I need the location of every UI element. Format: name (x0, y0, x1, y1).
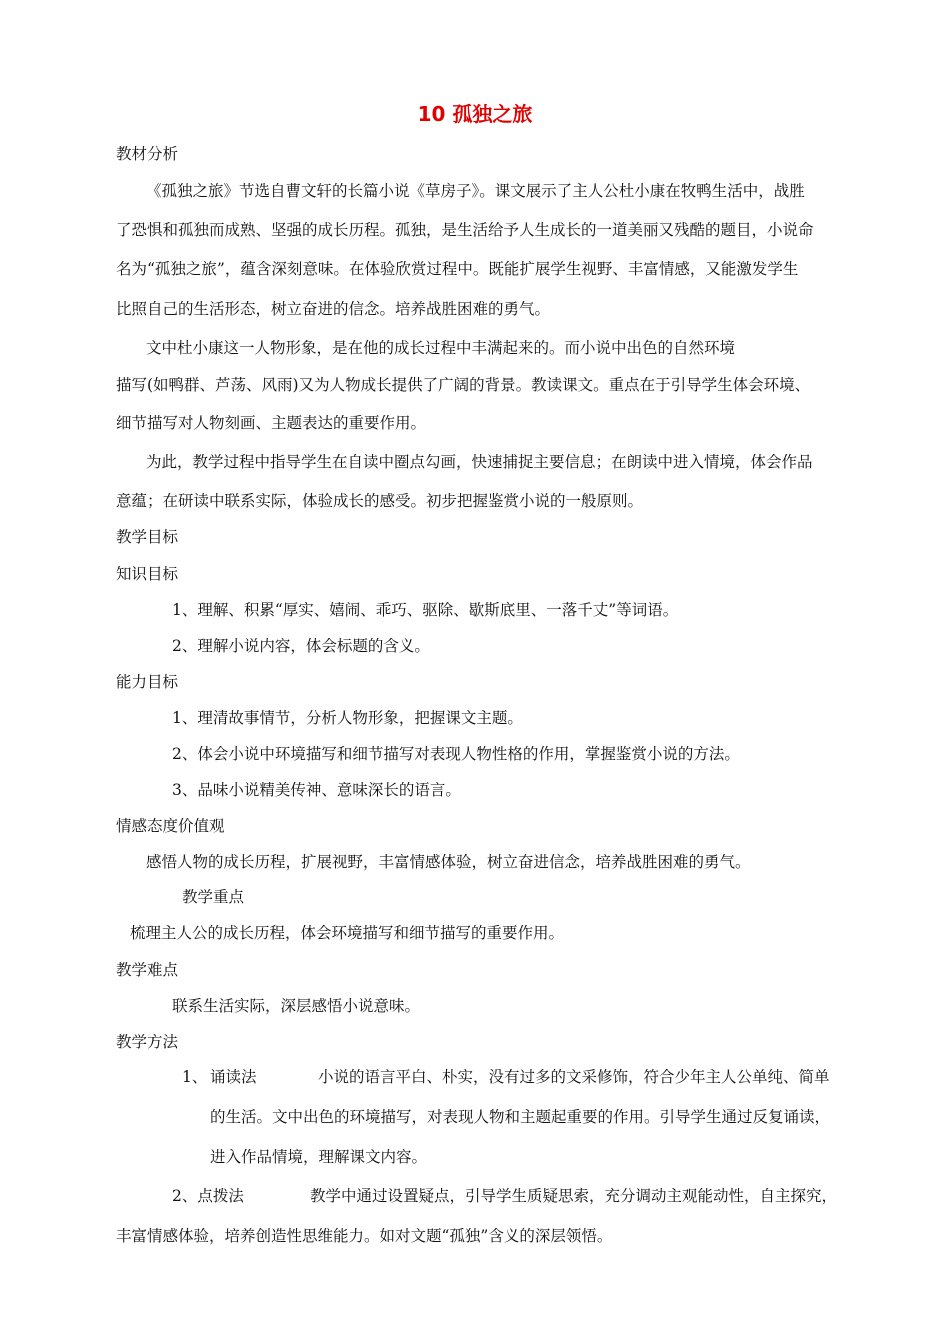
method-text: 丰富情感体验，培养创造性思维能力。如对文题“孤独”含义的深层领悟。 (116, 1227, 613, 1245)
page-title: 10 孤独之旅 (417, 102, 533, 126)
analysis-line: 为此，教学过程中指导学生在自读中圈点勾画，快速捕捉主要信息；在朗读中进入情境，体会作品 (146, 453, 813, 471)
ability-item: 3、品味小说精美传神、意味深长的语言。 (172, 781, 461, 799)
subheading-knowledge: 知识目标 (116, 565, 179, 583)
knowledge-item: 2、理解小说内容，体会标题的含义。 (172, 637, 430, 655)
analysis-line: 文中杜小康这一人物形象，是在他的成长过程中丰满起来的。而小说中出色的自然环境 (146, 339, 736, 357)
method-number: 1、 (182, 1068, 208, 1086)
analysis-line: 描写(如鸭群、芦荡、风雨)又为人物成长提供了广阔的背景。教读课文。重点在于引导学生体会环境、 (116, 376, 811, 394)
ability-item: 1、理清故事情节，分析人物形象，把握课文主题。 (172, 709, 523, 727)
section-heading-goals: 教学目标 (116, 528, 179, 546)
key-points-text: 梳理主人公的成长历程，体会环境描写和细节描写的重要作用。 (130, 924, 565, 942)
ability-item: 2、体会小说中环境描写和细节描写对表现人物性格的作用，掌握鉴赏小说的方法。 (172, 745, 740, 763)
analysis-line: 《孤独之旅》节选自曹文轩的长篇小说《草房子》。课文展示了主人公杜小康在牧鸭生活中，战胜 (146, 182, 805, 200)
analysis-line: 细节描写对人物刻画、主题表达的重要作用。 (116, 414, 427, 432)
method-name: 诵读法 (210, 1068, 257, 1086)
method-text: 进入作品情境，理解课文内容。 (210, 1148, 428, 1166)
subheading-ability: 能力目标 (116, 673, 179, 691)
section-heading-analysis: 教材分析 (116, 145, 179, 163)
analysis-line: 意蕴；在研读中联系实际，体验成长的感受。初步把握鉴赏小说的一般原则。 (116, 492, 644, 510)
method-text: 的生活。文中出色的环境描写，对表现人物和主题起重要的作用。引导学生通过反复诵读， (210, 1108, 831, 1126)
section-heading-difficulties: 教学难点 (116, 961, 179, 979)
knowledge-item: 1、理解、积累“厚实、嬉闹、乖巧、驱除、歇斯底里、一落千丈”等词语。 (172, 601, 679, 619)
section-heading-key-points: 教学重点 (182, 888, 245, 906)
emotion-text: 感悟人物的成长历程，扩展视野，丰富情感体验，树立奋进信念，培养战胜困难的勇气。 (146, 853, 751, 871)
method-name: 2、点拨法 (172, 1187, 244, 1205)
difficulties-text: 联系生活实际，深层感悟小说意味。 (172, 997, 421, 1015)
analysis-line: 比照自己的生活形态，树立奋进的信念。培养战胜困难的勇气。 (116, 300, 551, 318)
method-text: 小说的语言平白、朴实，没有过多的文采修饰，符合少年主人公单纯、简单 (318, 1068, 830, 1086)
section-heading-methods: 教学方法 (116, 1033, 179, 1051)
analysis-line: 名为“孤独之旅”，蕴含深刻意味。在体验欣赏过程中。既能扩展学生视野、丰富情感，又能激发学生 (116, 260, 799, 278)
subheading-emotion: 情感态度价值观 (116, 817, 225, 835)
method-text: 教学中通过设置疑点，引导学生质疑思索，充分调动主观能动性，自主探究， (310, 1187, 838, 1205)
analysis-line: 了恐惧和孤独而成熟、坚强的成长历程。孤独，是生活给予人生成长的一道美丽又残酷的题目，小说命 (116, 221, 814, 239)
